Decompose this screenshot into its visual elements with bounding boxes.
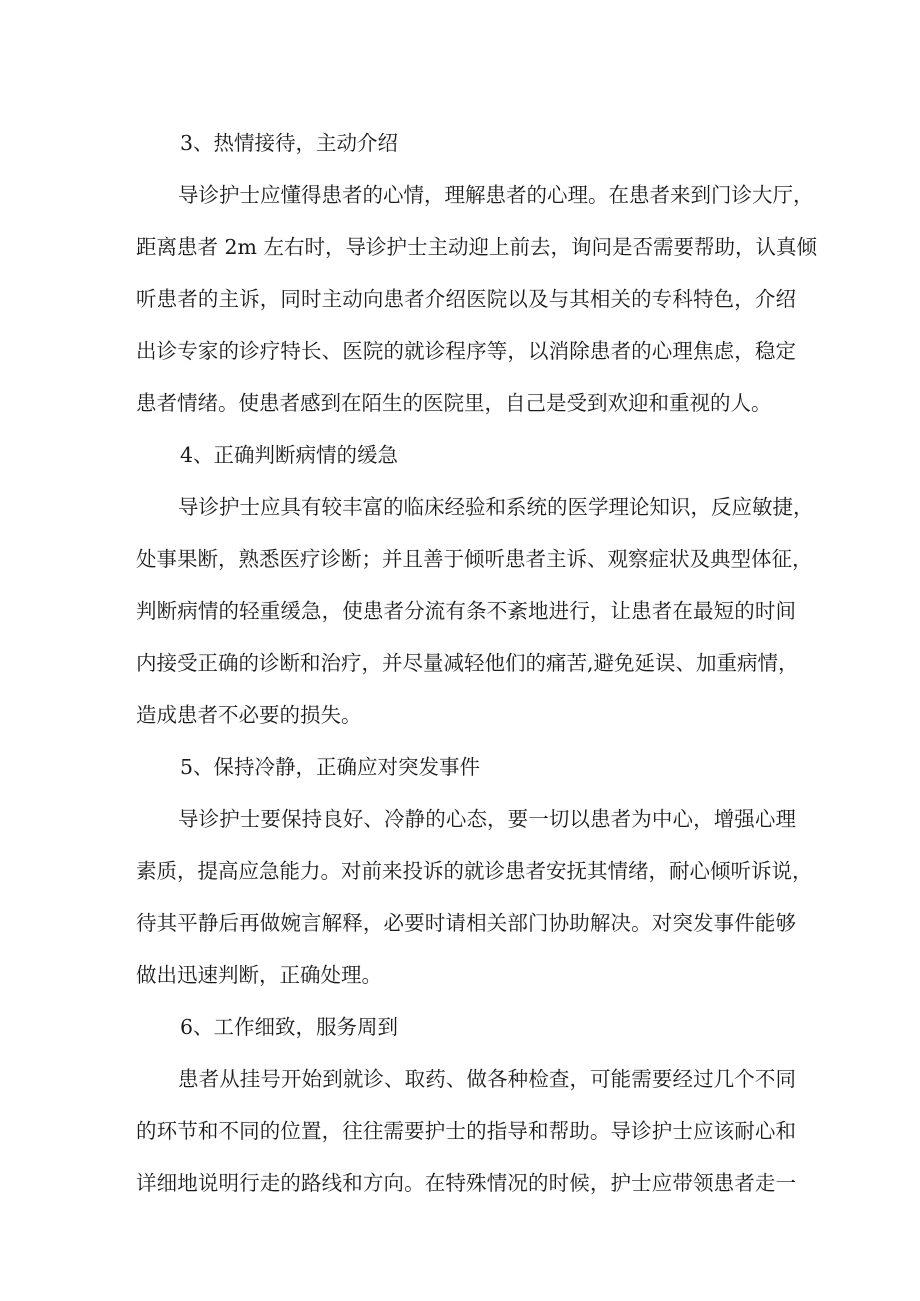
paragraph-line: 内接受正确的诊断和治疗，并尽量减轻他们的痛苦,避免延误、加重病情， xyxy=(136,651,799,675)
section-paragraph-6 xyxy=(136,1053,796,1209)
paragraph-line: 素质，提高应急能力。对前来投诉的就诊患者安抚其情绪，耐心倾听诉说， xyxy=(136,859,813,883)
paragraph-line: 听患者的主诉，同时主动向患者介绍医院以及与其相关的专科特色，介绍 xyxy=(136,287,796,311)
paragraph-line: 造成患者不必要的损失。 xyxy=(136,703,362,727)
document-body xyxy=(136,117,818,1209)
paragraph-line: 做出迅速判断，正确处理。 xyxy=(136,963,382,987)
paragraph-line: 患者从挂号开始到就诊、取药、做各种检查，可能需要经过几个不同 xyxy=(178,1067,796,1091)
section-heading-3: 3、热情接待，主动介绍 xyxy=(180,131,399,155)
paragraph-line: 判断病情的轻重缓急，使患者分流有条不紊地进行，让患者在最短的时间 xyxy=(136,599,796,623)
section-paragraph-4 xyxy=(136,481,814,741)
paragraph-line: 导诊护士要保持良好、冷静的心态，要一切以患者为中心，增强心理 xyxy=(178,807,796,831)
paragraph-line: 患者情绪。使患者感到在陌生的医院里，自己是受到欢迎和重视的人。 xyxy=(136,391,772,415)
paragraph-line: 详细地说明行走的路线和方向。在特殊情况的时候，护士应带领患者走一 xyxy=(136,1171,796,1195)
section-paragraph-5 xyxy=(136,793,813,1001)
section-heading-6: 6、工作细致，服务周到 xyxy=(180,1015,399,1039)
paragraph-line: 出诊专家的诊疗特长、医院的就诊程序等，以消除患者的心理焦虑，稳定 xyxy=(136,339,796,363)
paragraph-line: 待其平静后再做婉言解释，必要时请相关部门协助解决。对突发事件能够 xyxy=(136,911,796,935)
paragraph-line: 导诊护士应具有较丰富的临床经验和系统的医学理论知识，反应敏捷， xyxy=(178,495,814,519)
section-paragraph-3 xyxy=(136,169,818,429)
paragraph-line: 的环节和不同的位置，往往需要护士的指导和帮助。导诊护士应该耐心和 xyxy=(136,1119,796,1143)
paragraph-line: 距离患者 2m 左右时，导诊护士主动迎上前去，询问是否需要帮助，认真倾 xyxy=(136,235,818,259)
paragraph-line: 导诊护士应懂得患者的心情，理解患者的心理。在患者来到门诊大厅， xyxy=(178,183,814,207)
paragraph-line: 处事果断，熟悉医疗诊断；并且善于倾听患者主诉、观察症状及典型体征， xyxy=(136,547,813,571)
section-heading-5: 5、保持冷静，正确应对突发事件 xyxy=(180,755,481,779)
section-heading-4: 4、正确判断病情的缓急 xyxy=(180,443,399,467)
